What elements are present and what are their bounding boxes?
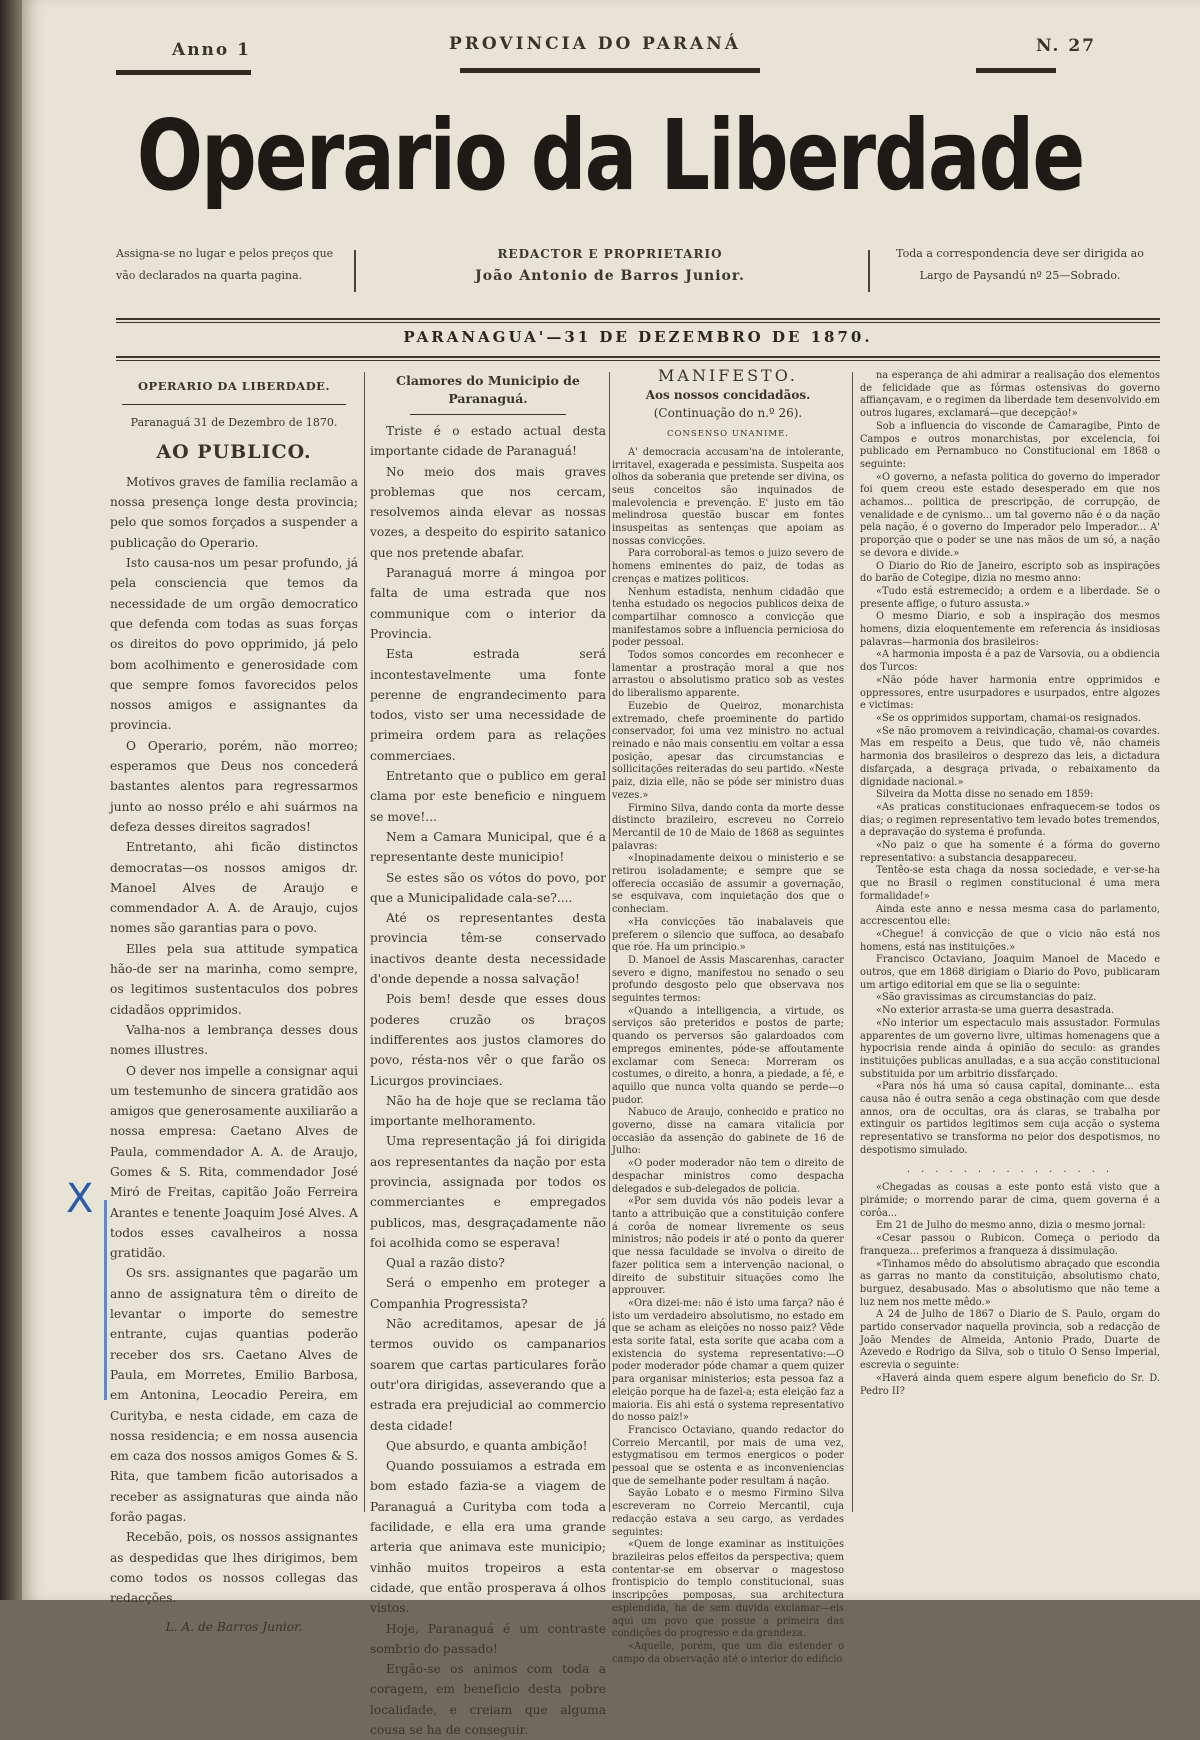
editor-name: João Antonio de Barros Junior. bbox=[475, 268, 745, 284]
paragraph: Nenhum estadista, nenhum cidadão que tenha estudado os negocios publicos deixa de compartilhar comnosco a convicção que manifestamos sobre a influencia perniciosa do poder pessoal. bbox=[612, 586, 844, 649]
paragraph: «No exterior arrasta-se uma guerra desastrada. bbox=[876, 1005, 1115, 1017]
rule bbox=[116, 322, 1160, 323]
paragraph: «No interior um espectaculo mais assustador. Formulas apparentes de um governo livre, ultimas homenagens que a hypocrisia rende ainda á opinião do seculo: as grandes instituições publicas anulladas, e a sua acção constitucional substituida por um arbitrio dissfarçado. bbox=[860, 1017, 1160, 1080]
column-divider bbox=[609, 372, 610, 1512]
column-divider bbox=[364, 372, 365, 1512]
section-title: OPERARIO DA LIBERDADE. bbox=[138, 379, 330, 393]
manifesto-heading: MANIFESTO. bbox=[658, 366, 798, 385]
paragraph: Firmino Silva, dando conta da morte desse distincto brazileiro, escreveu no Correio Mercantil de 10 de Maio de 1868 as seguintes palavras: bbox=[612, 802, 844, 852]
rule bbox=[116, 360, 1160, 361]
paragraph: «Se não promovem a reivindicação, chamai-os covardes. Mas em respeito a Deus, que tudo vê, não chameis harmonia dos brasileiros o desprezo das leis, a dictadura disfarçada, a desgraça privada, o rebaixamento da dignidade nacional.» bbox=[860, 725, 1160, 788]
paragraph: D. Manoel de Assis Mascarenhas, caracter severo e digno, manifestou no senado o seu profundo desgosto pelo que observava nos seguintes termos: bbox=[612, 954, 844, 1005]
paragraph: «A harmonia imposta é a paz de Varsovia, ou a obdiencia dos Turcos: bbox=[860, 649, 1160, 674]
paragraph: Será o empenho em proteger a Companhia Progressista? bbox=[370, 1276, 606, 1311]
column-divider bbox=[852, 372, 853, 1512]
top-rule-right bbox=[976, 68, 1056, 73]
paragraph: «As praticas constitucionaes enfraquecem-se todos os dias; o regimen representativo tem levado botes tremendos, a depravação do systema é profunda. bbox=[860, 801, 1160, 839]
paragraph: Ergão-se os animos com toda a coragem, em beneficio desta pobre localidade, e creiam que alguma cousa se ha de conseguir. bbox=[370, 1662, 606, 1737]
paragraph: «Não póde haver harmonia entre opprimidos e oppressores, entre usurpadores e usurpados, entre algozes e victimas: bbox=[860, 674, 1160, 712]
paragraph: Hoje, Paranaguá é um contraste sombrio do passado! bbox=[370, 1621, 606, 1656]
paragraph: Quando possuiamos a estrada em bom estado fazia-se a viagem de Paranaguá a Curityba com toda a facilidade, e ella era uma grande arteria que animava este municipio; vinhão muitos tropeiros a esta cidade, que então prosperava á olhos vistos. bbox=[370, 1459, 606, 1616]
section-label: CONSENSO UNANIME. bbox=[666, 429, 789, 440]
paragraph: «Ora dizei-me: não é isto uma farça? não é isto um verdadeiro absolutismo, no estado em que se acham as eleições no nosso paiz? Vêde esta sorite fatal, esta sorite que acaba com a existencia do systema representativo:—O poder moderador póde chamar a quem quizer para organisar ministerios; esta pessoa faz a eleição porque ha de fazel-a; esta eleição faz a maioria. Eis ahi está o systema representativo do nosso paiz!» bbox=[612, 1297, 844, 1424]
paragraph: «Cesar passou o Rubicon. Começa o periodo da franqueza... preferimos a franqueza á dissimulação. bbox=[860, 1233, 1160, 1257]
article-body bbox=[110, 472, 358, 1609]
paragraph: Sob a influencia do visconde de Camaragibe, Pinto de Campos e outros monarchistas, por excelencia, foi publicado em Pernambuco no Constitucional em 1868 o seguinte: bbox=[860, 420, 1160, 470]
paragraph: Não acreditamos, apesar de já termos ouvido os campanarios soarem que cartas particulares forão outr'ora dirigidas, asseverando que a estrada era prejudicial ao commercio desta cidade! bbox=[370, 1317, 606, 1433]
paragraph: «Tudo está estremecido; a ordem e a liberdade. Se o presente affige, o futuro assusta.» bbox=[860, 585, 1160, 610]
paragraph: Para corroboral-as temos o juizo severo de homens eminentes do paiz, de todas as crenças e matizes politicos. bbox=[612, 548, 844, 585]
paragraph: No meio dos mais graves problemas que nos cercam, resolvemos ainda elevar as nossas vozes, a despeito do espirito satanico que nos pretende abafar. bbox=[370, 464, 606, 560]
paragraph: Em 21 de Julho do mesmo anno, dizia o mesmo jornal: bbox=[876, 1220, 1146, 1232]
subscription-note: Assigna-se no lugar e pelos preços que vão declarados na quarta pagina. bbox=[116, 247, 334, 282]
column-1 bbox=[110, 370, 358, 1634]
paragraph: Silveira da Motta disse no senado em 1859: bbox=[876, 789, 1094, 801]
paragraph: Euzebio de Queiroz, monarchista extremado, chefe proeminente do partido conservador, foi uma vez ministro no actual reinado e não mais consentiu em voltar a essa posição, apesar das circumstancias e sollicitações reiteradas do seu partido. «Neste paiz, dizia elle, não se póde ser ministro duas vezes.» bbox=[612, 700, 844, 801]
paragraph: Que absurdo, e quanta ambição! bbox=[386, 1438, 588, 1453]
paragraph: Até os representantes desta provincia têm-se conservado inactivos deante desta necessidade d'onde depende a nossa salvação! bbox=[370, 911, 606, 987]
paragraph: Sayão Lobato e o mesmo Firmino Silva escreveram no Correio Mercantil, cuja redacção estava a seu cargo, as verdades seguintes: bbox=[612, 1488, 844, 1538]
continuation-note: (Continuação do n.º 26). bbox=[653, 406, 803, 421]
rule bbox=[122, 404, 346, 405]
separator-dots: . . . . . . . . . . . . . . . bbox=[906, 1163, 1114, 1175]
newspaper-title: Operario da Liberdade bbox=[136, 100, 1084, 213]
paragraph: Ainda este anno e nessa mesma casa do parlamento, accrescentou elle: bbox=[860, 903, 1160, 928]
top-header bbox=[90, 34, 1100, 80]
paragraph: Pois bem! desde que esses dous poderes cruzão os braços indifferentes aos justos clamores do povo, résta-nos vêr o que farão os Licurgos provinciaes. bbox=[370, 992, 606, 1088]
paragraph: O Diario do Rio de Janeiro, escripto sob as inspirações do barão de Cotegipe, dizia no mesmo anno: bbox=[860, 560, 1160, 585]
correspondence-note: Toda a correspondencia deve ser dirigida ao Largo de Paysandú nº 25—Sobrado. bbox=[896, 247, 1144, 282]
editor-label: REDACTOR E PROPRIETARIO bbox=[497, 247, 723, 261]
column-4 bbox=[860, 370, 1160, 1530]
paragraph: Não ha de hoje que se reclama tão importante melhoramento. bbox=[370, 1093, 606, 1129]
paragraph: O Operario, porém, não morreo; esperamos que Deus nos concederá bastantes alentos para regressarmos junto ao nosso prélo e ahi suármos na defeza desses direitos sagrados! bbox=[110, 738, 358, 834]
paragraph: «Chegadas as cousas a este ponto está visto que a pirámide; o morrendo parar de cima, quem governa é a corôa... bbox=[860, 1182, 1160, 1219]
paragraph: Os srs. assignantes que pagarão um anno de assignatura têm o direito de levantar o importe do semestre entrante, cujas quantias poderão receber dos srs. Caetano Alves de Paula, em Morretes, Emilio Barbosa, em Antonina, Leocadio Pereira, em Curityba, e nesta cidade, em caza de nossa residencia; e em nossa ausencia em caza dos nossos amigos Gomes & S. Rita, que tambem ficão autorisados a receber as assignaturas que ainda não forão pagas. bbox=[110, 1266, 358, 1525]
paragraph: «Tinhamos mêdo do absolutismo abraçado que escondia as garras no manto da constituição, absolutismo chato, burguez, desabusado. Mas o absolutismo que não teme a luz nem nos mette mêdo.» bbox=[860, 1258, 1160, 1308]
issue-number: N. 27 bbox=[1036, 36, 1096, 56]
paragraph: «Ha convicções tão inabalaveis que preferem o silencio que suffoca, ao desabafo que róe. Ha um principio.» bbox=[612, 916, 844, 954]
paragraph: «Se os opprimidos supportam, chamai-os resignados. bbox=[876, 712, 1142, 724]
article-heading: AO PUBLICO. bbox=[156, 440, 312, 463]
paragraph: Motivos graves de familia reclamão a nossa presença longe desta provincia; pelo que somos forçados a suspender a publicação do Operario. bbox=[110, 474, 358, 550]
paragraph: Esta estrada será incontestavelmente uma fonte perenne de engrandecimento para todos, visto ser uma necessidade de primeira ordem para as relações commerciaes. bbox=[370, 647, 606, 763]
paragraph: Entretanto, ahi ficão distinctos democratas—os nossos amigos dr. Manoel Alves de Araujo e commendador A. A. de Araujo, cujos nomes são garantias para o povo. bbox=[110, 840, 358, 936]
paragraph: Qual a razão disto? bbox=[386, 1256, 505, 1271]
paragraph: Francisco Octaviano, Joaquim Manoel de Macedo e outros, que em 1868 dirigiam o Diario do Povo, publicaram um artigo editorial em que se lia o seguinte: bbox=[860, 954, 1160, 991]
editor-block bbox=[370, 243, 850, 287]
province-label: PROVINCIA DO PARANÁ bbox=[449, 34, 741, 54]
paragraph: O dever nos impelle a consignar aqui um testemunho de sincera gratidão aos amigos que generosamente auxiliarão a nossa empresa: Caetano Alves de Paula, commendador A. A. de Araujo, Gomes & S. Rita, commendador José Miró de Freitas, capitão João Ferreira Arantes e tenente Joaquim José Alves. A todos esses cavalheiros a nossa gratidão. bbox=[110, 1063, 358, 1261]
paragraph: Paranaguá morre á mingoa por falta de uma estrada que nos communique com o interior da Provincia. bbox=[370, 566, 606, 641]
paragraph: Isto causa-nos um pesar profundo, já pela consciencia que temos da necessidade de um orgão democratico que defenda com todas as suas forças os direitos do povo opprimido, já pelo bom acolhimento e generosidade com que sempre fomos favorecidos pelos nossos amigos e assignantes da provincia. bbox=[110, 556, 358, 733]
paragraph: Tentêo-se esta chaga da nossa sociedade, e ver-se-ha que no Brasil o regimen constitucional é uma mera formalidade!» bbox=[860, 865, 1160, 902]
paragraph: «Para nós há uma só causa capital, dominante... esta causa não é outra senão a cega obstinação com que desde annos, ora de occultas, ora ás claras, se trabalha por extinguir os partidos legitimos sem cuja acção o systema representativo se transforma no peior dos despotismos, no despotismo simulado. bbox=[860, 1081, 1160, 1156]
paragraph: Nem a Camara Municipal, que é a representante deste municipio! bbox=[370, 829, 606, 865]
rule bbox=[116, 356, 1160, 358]
paragraph: Triste é o estado actual desta importante cidade de Paranaguá! bbox=[370, 424, 606, 459]
paragraph: Nabuco de Araujo, conhecido e pratico no governo, disse na camara vitalicia por occasião da assenção do gabinete de 16 de Julho: bbox=[612, 1107, 844, 1157]
handwritten-x-mark: X bbox=[66, 1176, 94, 1222]
column-2 bbox=[370, 370, 606, 1737]
paragraph: «O governo, a nefasta politica do governo do imperador foi quem creou este estado desesperado em que nos achamos... politica de prescripção, de corrupção, de venalidade e de cynismo... um tal governo não é o da nação pela nação, é o governo do Imperador pelo Imperador... A' proporção que o poder se une nas mãos de um só, a nação se devora e divide.» bbox=[860, 471, 1160, 559]
paragraph: Elles pela sua attitude sympatica hão-de ser na marinha, como sempre, os legitimos sustentaculos dos pobres cidadãos opprimidos. bbox=[110, 941, 358, 1017]
paragraph: «Aquelle, porém, que um dia estender o campo da observação até o interior do edificio bbox=[612, 1640, 844, 1665]
signature: L. A. de Barros Junior. bbox=[165, 1619, 303, 1634]
paragraph: Todos somos concordes em reconhecer e lamentar a prostração moral a que nos arrastou o absolutismo pratico sob as vestes do liberalismo apparente. bbox=[612, 650, 844, 700]
paragraph: Entretanto que o publico em geral clama por este beneficio e ninguem se move!... bbox=[370, 769, 606, 824]
article-heading: Clamores do Municipio de Paranaguá. bbox=[396, 373, 580, 406]
issue-year: Anno 1 bbox=[172, 40, 251, 60]
divider bbox=[868, 250, 870, 292]
dateline: PARANAGUA'—31 DE DEZEMBRO DE 1870. bbox=[403, 328, 873, 346]
paragraph: «No paiz o que ha somente é a fórma do governo representativo: a substancia desappareceu. bbox=[860, 840, 1160, 864]
book-spine bbox=[0, 0, 24, 1600]
paragraph: «Quando a intelligencia, a virtude, os serviços são preteridos e postos de parte; quando os perversos são galardoados com empregos eminentes, póde-se affoutamente exclamar com Seneca: Morreram os costumes, o direito, a honra, a piedade, a fé, e aquillo que nunca volta quando se perde—o pudor. bbox=[612, 1005, 844, 1106]
rule bbox=[410, 414, 566, 415]
paragraph: «São gravissimas as circumstancias do paiz. bbox=[876, 992, 1097, 1004]
divider bbox=[354, 250, 356, 292]
article-date: Paranaguá 31 de Dezembro de 1870. bbox=[130, 416, 338, 430]
paragraph: «Inopinadamente deixou o ministerio e se retirou isoladamente; e sempre que se offerecia occasião de assumir a governação, se esquivava, com inquietação dos que o conheciam. bbox=[612, 853, 844, 916]
paragraph: «O poder moderador não tem o direito de despachar ministros como despacha delegados e sub-delegados de policia. bbox=[612, 1158, 844, 1195]
paragraph: Uma representação já foi dirigida aos representantes da nação por esta provincia, assignada por todos os commerciantes e empregados publicos, mas, desgraçadamente não foi acolhida como se esperava! bbox=[370, 1134, 606, 1250]
paragraph: na esperança de ahi admirar a realisação dos elementos de felicidade que as fórmas ostensivas do governo affiançavam, e o regimen da liberdade tem desenvolvido em outros lugares, exclamará—que decepção!» bbox=[860, 370, 1160, 420]
column-3 bbox=[612, 366, 844, 1665]
paragraph: «Por sem duvida vós não podeis levar a tanto a attribuição que a constituição confere á corôa de nomear livremente os seus ministros; não podeis ir até o ponto da querer que nessa faculdade se involva o direito de fazer politica sem a intervenção nacional, o direito de substituir situações como lhe approuver. bbox=[612, 1196, 844, 1297]
top-rule-center bbox=[460, 68, 760, 73]
handwritten-margin-line bbox=[104, 1200, 107, 1400]
paragraph: «Haverá ainda quem espere algum beneficio do Sr. D. Pedro II? bbox=[860, 1372, 1160, 1397]
rule bbox=[116, 318, 1160, 320]
paragraph: «Chegue! á convicção de que o vicio não está nos homens, está nas instituições.» bbox=[860, 928, 1160, 953]
paragraph: Se estes são os vótos do povo, por que a Municipalidade cala-se?.... bbox=[370, 870, 606, 905]
paragraph: Francisco Octaviano, quando redactor do Correio Mercantil, por mais de uma vez, estygmatisou em termos energicos o poder pessoal que se ostenta e as inconveniencias que de semelhante poder resultam á nação. bbox=[612, 1424, 844, 1487]
paragraph: O mesmo Diario, e sob a inspiração dos mesmos homens, dizia eloquentemente em referencia ás insidiosas palavras—harmonia dos brasileiros: bbox=[860, 611, 1160, 648]
manifesto-subheading: Aos nossos concidadãos. bbox=[645, 387, 811, 402]
paragraph: «Quem de longe examinar as instituições brazileiras pelos effeitos da perspectiva; quem contentar-se em observar o magestoso frontispicio do templo constitucional, suas inscripções pomposas, sua architectura esplendida, ha de sem duvida exclamar—eis aqui um povo que possue a primeira das condições do progresso e da grandeza. bbox=[612, 1539, 844, 1640]
paragraph: A 24 de Julho de 1867 o Diario de S. Paulo, orgam do partido conservador naquella provincia, sob a redacção de João Mendes de Almeida, Antonio Prado, Duarte de Azevedo e Rodrigo da Silva, sob o titulo O Senso Imperial, escrevia o seguinte: bbox=[860, 1309, 1160, 1372]
top-rule-left bbox=[116, 70, 251, 75]
paragraph: A' democracia accusam'na de intolerante, irritavel, exagerada e pessimista. Suspeita aos olhos da soberania que pretende ser divina, os seus conceitos são inquinados de malevolencia e prevenção. E' justo em tão melindrosa questão buscar em fontes insuspeitas as sentenças que apoiam as nossas convicções. bbox=[612, 446, 844, 547]
paragraph: Valha-nos a lembrança desses dous nomes illustres. bbox=[110, 1022, 358, 1058]
paragraph: Recebão, pois, os nossos assignantes as despedidas que lhes dirigimos, bem como todos os nossos collegas das redacções. bbox=[110, 1530, 358, 1606]
